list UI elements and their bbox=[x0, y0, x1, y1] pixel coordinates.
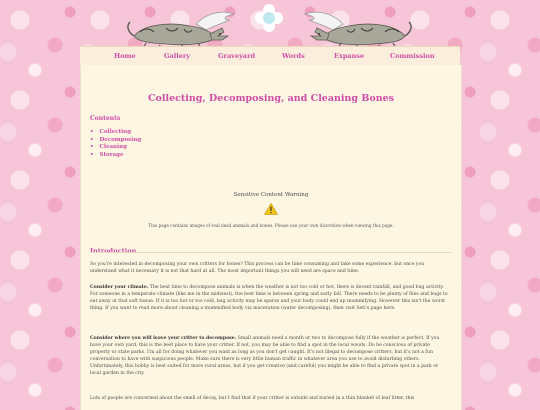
page-title: Collecting, Decomposing, and Cleaning Bones bbox=[147, 93, 395, 105]
nav-expanse-link[interactable]: Expanse bbox=[334, 52, 365, 60]
climate-paragraph bbox=[90, 284, 450, 312]
contents-link-storage[interactable]: • Storage bbox=[90, 152, 141, 160]
nav-gallery-link[interactable]: Gallery bbox=[164, 52, 191, 60]
contents-link-cleaning[interactable]: • Cleaning bbox=[90, 144, 141, 152]
main-nav bbox=[80, 46, 460, 65]
nav-commission-link[interactable]: Commission bbox=[390, 52, 435, 60]
climate-text: The best time to decompose animals is when the weather is not too cold or hot, there is decent rainfall, and good bug activity. For someone in a temperate climate (like me in the midwest), the best time is between spring and early fall. There needs to be plenty of flies and bugs to eat away at that soft tissue. If it is too hot or too cold, bug activity may be sparse and your body could end up mummifying. However this isn't the worst thing. If you want to read more about cleaning a mummified body via maceration (water decomposing), then visit Seti's page here. bbox=[90, 285, 448, 311]
nav-words-link[interactable]: Words bbox=[282, 52, 305, 60]
warning-triangle-icon bbox=[264, 203, 278, 215]
introduction-heading: Introduction bbox=[90, 247, 137, 256]
smell-paragraph: Lots of people are concerned about the smell of decay, but I find that if your critter is outside and buried in a thin blanket of leaf litter, this bbox=[90, 396, 415, 401]
flower-icon bbox=[255, 4, 283, 32]
warning-text: This page contains images of real dead animals and bones. Please use your own discretion when viewing this page. bbox=[148, 223, 394, 228]
contents-link-collecting[interactable]: • Collecting bbox=[90, 129, 141, 137]
content-panel bbox=[80, 65, 462, 410]
contents-list bbox=[90, 129, 141, 159]
contents-heading: Contents bbox=[90, 115, 121, 122]
intro-paragraph: So you're interested in decomposing your own critters for bones? This process can be time consuming and take some experience, but once you understand what it necessary it is not that hard at all. The most important things you will need are space and time. bbox=[90, 262, 425, 274]
nav-graveyard-link[interactable]: Graveyard bbox=[218, 52, 256, 60]
nav-home-link[interactable]: Home bbox=[114, 52, 136, 60]
contents-link-decomposing[interactable]: • Decomposing bbox=[90, 137, 141, 145]
location-paragraph bbox=[90, 335, 450, 377]
warning-title: Sensitive Content Warning bbox=[233, 192, 309, 198]
section-divider bbox=[90, 252, 452, 253]
location-text: Small animals need a month or two to decompose fully if the weather is perfect. If you have your own yard, this is the best place to have your critter. If not, you may be able to find a spot in the local woods. Do be conscious of private property or state parks. I'm all for doing whatever you want as long as you don't get caught. It's not illegal to decompose critters, but it's not a fun conversation to have with suspicious people. Make sure there is very little human traffic in whatever area you use to avoid disturbing others. Unfortunately, this hobby is best suited for more rural areas, but if you get creative (and careful) you might be able to find a private spot in a park or local garden in the city. bbox=[90, 336, 440, 376]
climate-lead: Consider your climate. bbox=[90, 285, 149, 290]
location-lead: Consider where you will leave your critter to decompose. bbox=[90, 336, 237, 341]
